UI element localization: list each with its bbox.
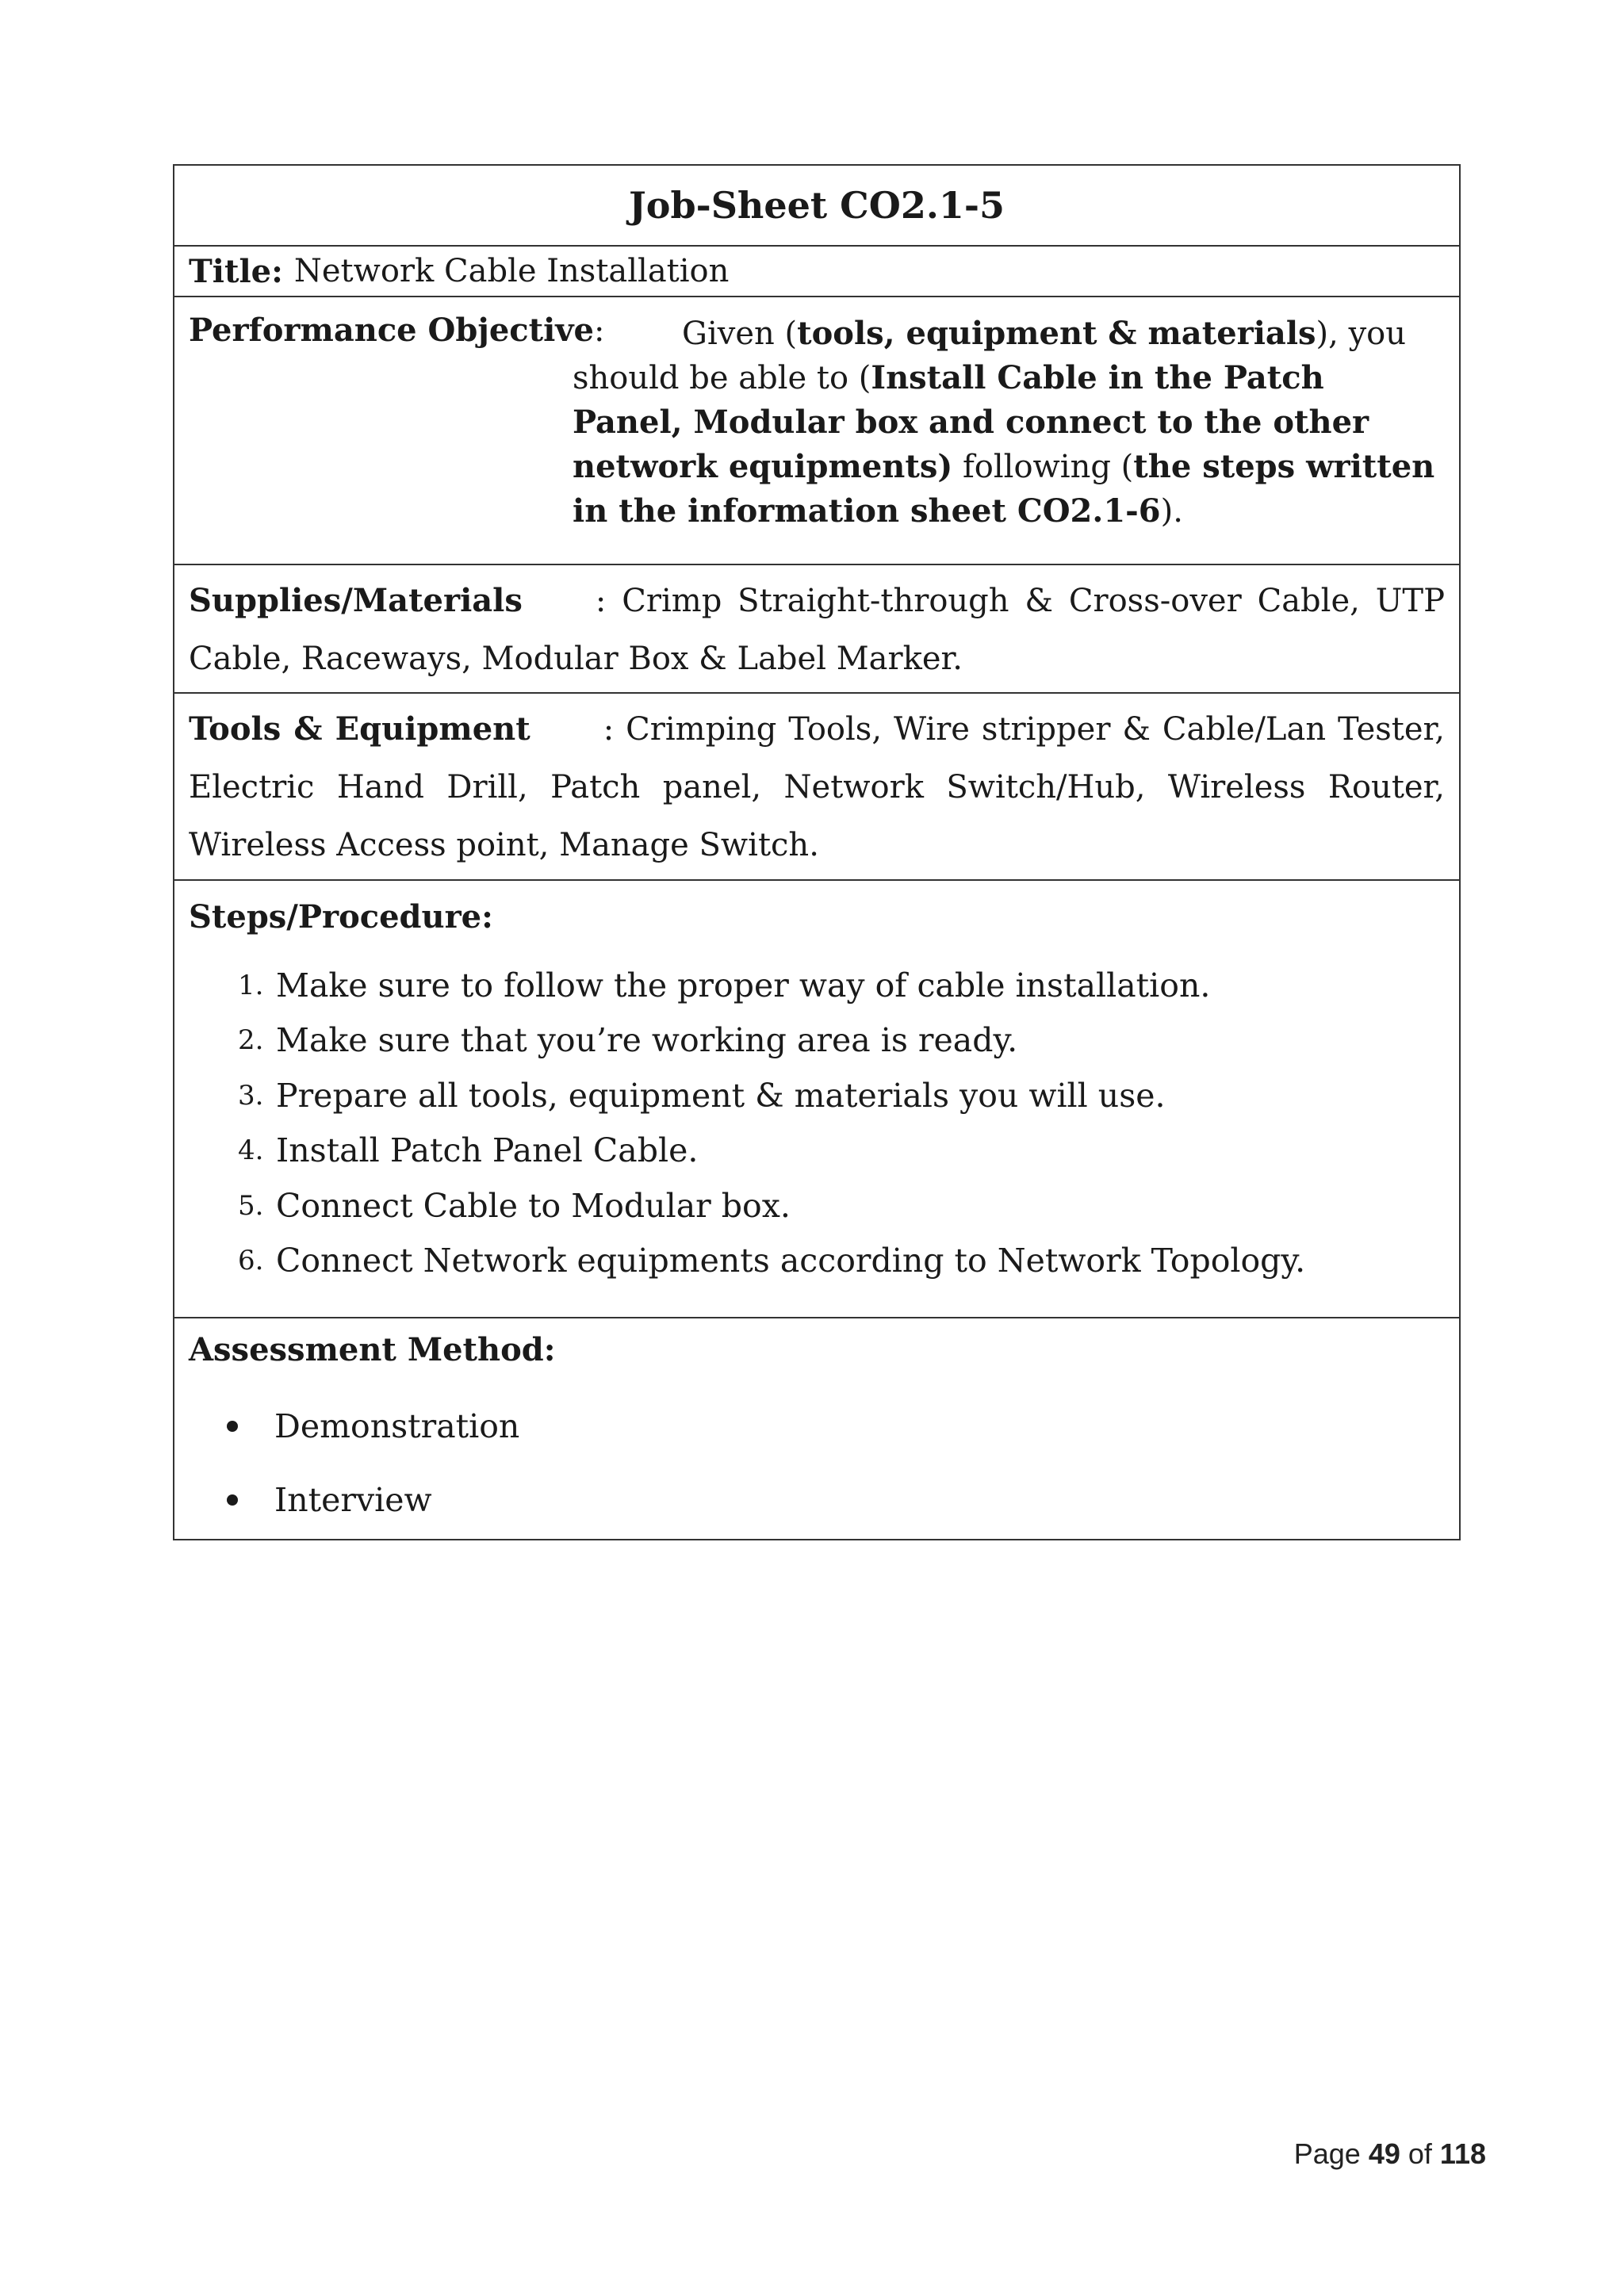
of-word: of bbox=[1408, 2137, 1432, 2170]
po-bold-3: the steps written in the information sheet CO2.1-6 bbox=[573, 448, 1435, 530]
performance-objective-label: Performance Objective bbox=[189, 312, 594, 349]
step-text: Connect Network equipments according to Network Topology. bbox=[276, 1242, 1306, 1280]
title-label: Title: bbox=[189, 252, 283, 290]
step-number: 2. bbox=[238, 1024, 264, 1057]
steps-list bbox=[189, 958, 1445, 1288]
page-word: Page bbox=[1293, 2137, 1361, 2170]
assessment-item: Interview bbox=[274, 1480, 432, 1519]
job-sheet-header bbox=[174, 166, 1459, 247]
assessment-heading: Assessment Method: bbox=[189, 1331, 556, 1368]
tools-text: : Crimping Tools, Wire stripper & Cable/Lan Tester, Electric Hand Drill, Patch panel, Network Switch/Hub, Wireless Router, Wireless Access point, Manage Switch. bbox=[189, 711, 1445, 863]
po-text-3: following ( bbox=[952, 449, 1134, 485]
assessment-method-row bbox=[174, 1318, 1459, 1539]
step-text: Make sure that you’re working area is ready. bbox=[276, 1021, 1018, 1060]
step-text: Connect Cable to Modular box. bbox=[276, 1186, 791, 1225]
tools-equipment-row bbox=[174, 694, 1459, 881]
po-text-2: ), you should be able to ( bbox=[573, 316, 1407, 396]
list-item bbox=[238, 958, 1445, 1013]
step-text: Prepare all tools, equipment & materials you will use. bbox=[276, 1076, 1166, 1115]
current-page: 49 bbox=[1368, 2137, 1400, 2170]
step-text: Install Patch Panel Cable. bbox=[276, 1131, 699, 1170]
list-item bbox=[238, 1178, 1445, 1234]
list-item bbox=[227, 1389, 1445, 1463]
bullet-icon bbox=[227, 1494, 238, 1506]
list-item bbox=[238, 1068, 1445, 1123]
assessment-item: Demonstration bbox=[274, 1406, 520, 1445]
po-text-1: Given ( bbox=[682, 316, 798, 352]
list-item bbox=[238, 1234, 1445, 1289]
tools-label: Tools & Equipment bbox=[189, 710, 530, 748]
step-number: 5. bbox=[238, 1189, 264, 1222]
assessment-list bbox=[189, 1389, 1445, 1536]
list-item bbox=[238, 1123, 1445, 1179]
supplies-label: Supplies/Materials bbox=[189, 582, 523, 619]
step-number: 1. bbox=[238, 969, 264, 1001]
po-bold-1: tools, equipment & materials bbox=[797, 315, 1316, 352]
step-text: Make sure to follow the proper way of cable installation. bbox=[276, 966, 1211, 1004]
list-item bbox=[238, 1013, 1445, 1069]
supplies-materials-row bbox=[174, 565, 1459, 694]
total-pages: 118 bbox=[1439, 2137, 1486, 2170]
performance-objective-colon: : bbox=[594, 312, 605, 349]
step-number: 4. bbox=[238, 1135, 264, 1167]
supplies-text: : Crimp Straight-through & Cross-over Cable, UTP Cable, Raceways, Modular Box & Label Marker. bbox=[189, 583, 1445, 677]
po-bold-2: Install Cable in the Patch Panel, Modular box and connect to the other network equipments) bbox=[573, 359, 1369, 485]
title-row bbox=[174, 247, 1459, 297]
step-number: 6. bbox=[238, 1245, 264, 1277]
performance-objective-row bbox=[174, 297, 1459, 565]
steps-heading: Steps/Procedure: bbox=[189, 898, 493, 936]
job-sheet-table bbox=[173, 164, 1461, 1540]
performance-objective-label-wrap bbox=[189, 312, 604, 349]
page-number-footer bbox=[1294, 2137, 1486, 2171]
steps-procedure-row bbox=[174, 881, 1459, 1318]
bullet-icon bbox=[227, 1421, 238, 1432]
step-number: 3. bbox=[238, 1079, 264, 1112]
job-sheet-title: Job-Sheet CO2.1-5 bbox=[629, 184, 1005, 227]
po-text-4: ). bbox=[1160, 493, 1183, 530]
performance-objective-text bbox=[573, 312, 1437, 534]
list-item bbox=[227, 1463, 1445, 1536]
title-value: Network Cable Installation bbox=[293, 253, 730, 289]
